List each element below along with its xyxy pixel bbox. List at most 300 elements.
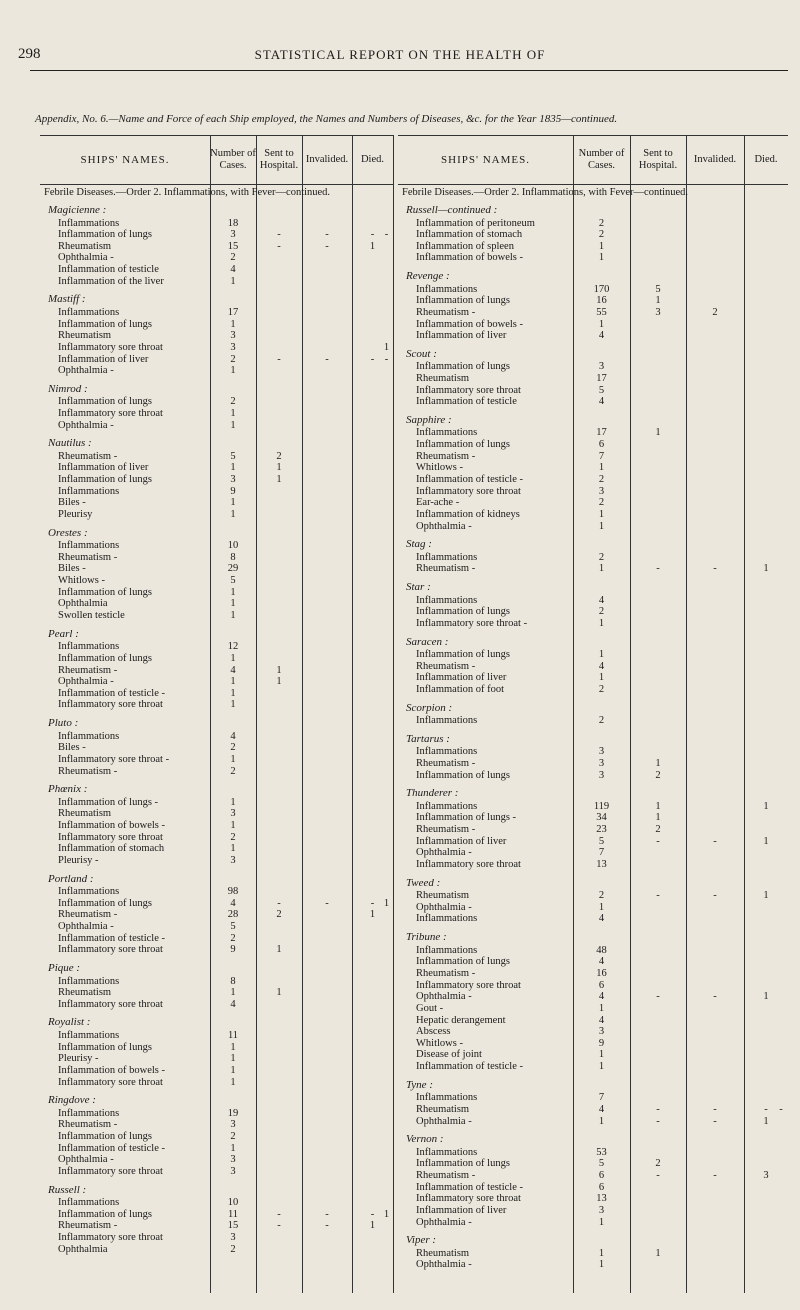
cases-value: 11 [227, 1208, 239, 1220]
table-row [398, 396, 788, 409]
disease-name: Inflammations [416, 283, 478, 295]
died-value: 1 [763, 800, 769, 812]
ship-name: Magicienne : [48, 204, 107, 216]
disease-name: Biles - [58, 563, 86, 575]
cases-value: 17 [227, 306, 239, 318]
cases-value: 3 [230, 1165, 236, 1177]
disease-name: Ear-ache - [416, 497, 460, 509]
died-value: 1 [369, 240, 376, 252]
invalided-value: 2 [712, 306, 718, 318]
disease-name: Inflammations [416, 746, 478, 758]
cases-value: 4 [598, 594, 605, 606]
cases-value: 2 [230, 353, 236, 365]
cases-value: 13 [596, 1193, 607, 1205]
sent-value: 1 [276, 676, 282, 688]
cases-value: 23 [596, 824, 607, 836]
ship-name: Pluto : [48, 717, 79, 730]
right-header [398, 135, 788, 185]
disease-name: Inflammations [58, 730, 120, 742]
disease-name: Inflammation of peritoneum [416, 217, 535, 229]
sent-value: 1 [276, 664, 282, 676]
disease-name: Rheumatism - [58, 551, 118, 563]
extra-value: 1 [383, 341, 390, 353]
sent-value: - [277, 1220, 281, 1232]
cases-value: 4 [230, 730, 236, 742]
disease-name: Inflammatory sore throat [58, 1232, 163, 1244]
cases-value: 3 [230, 1232, 236, 1244]
cases-value: 1 [598, 252, 605, 264]
disease-name: Ophthalmia - [58, 676, 114, 688]
cases-value: 1 [230, 699, 236, 711]
disease-name: Rheumatism [416, 373, 470, 384]
cases-value: 1 [598, 1259, 605, 1271]
header-died: Died. [754, 154, 778, 165]
sent-value: - [656, 563, 660, 575]
table-row [398, 330, 788, 343]
sent-value: - [277, 229, 281, 241]
cases-value: 4 [598, 991, 605, 1003]
cases-value: 1 [230, 820, 236, 831]
invalided-value: - [713, 563, 717, 575]
cases-value: 9 [230, 944, 236, 956]
table-row [398, 618, 788, 631]
invalided-value: - [713, 1103, 717, 1115]
cases-value: 8 [230, 975, 236, 987]
cases-value: 1 [230, 419, 236, 431]
disease-name: Pleurisy [58, 509, 93, 520]
disease-name: Rheumatism - [416, 967, 476, 979]
disease-name: Inflammation of lungs [416, 606, 510, 618]
disease-name: Inflammation of testicle - [416, 1061, 524, 1073]
table-row [40, 420, 393, 433]
cases-value: 1 [230, 586, 236, 598]
cases-value: 119 [593, 800, 610, 812]
disease-name: Ophthalmia - [58, 419, 114, 431]
disease-name: Inflammations [58, 485, 120, 497]
disease-name: Rheumatism - [416, 824, 476, 836]
table-row [40, 610, 393, 623]
left-header [40, 135, 393, 185]
disease-name: Inflammation of bowels - [416, 252, 524, 264]
cases-value: 1 [230, 1076, 236, 1088]
disease-name: Ophthalmia - [416, 991, 472, 1003]
ship-name: Vernon : [406, 1133, 444, 1146]
extra-value: 1 [383, 897, 390, 909]
extra-value: - [384, 229, 389, 241]
disease-name: Rheumatism - [416, 660, 476, 672]
disease-name: Inflammation of stomach [416, 229, 523, 241]
sent-value: 2 [655, 824, 661, 836]
cases-value: 4 [598, 956, 605, 968]
disease-name: Inflammation of lungs [58, 1041, 152, 1053]
sent-value: 2 [655, 769, 661, 781]
disease-name: Rheumatism [416, 1103, 470, 1115]
header-ships: SHIPS' NAMES. [441, 154, 530, 166]
cases-value: 2 [230, 765, 236, 777]
disease-name: Whitlows - [416, 1037, 463, 1049]
invalided-value: - [713, 991, 717, 1003]
sent-value: - [656, 1170, 660, 1181]
disease-name: Inflammation of lungs [416, 361, 510, 373]
cases-value: 1 [598, 649, 605, 661]
disease-name: Inflammations [58, 1197, 120, 1209]
disease-name: Inflammation of testicle - [58, 1142, 166, 1154]
table-row [398, 521, 788, 534]
cases-value: 5 [230, 450, 236, 462]
disease-name: Pleurisy - [58, 854, 99, 866]
extra-value: - [779, 1103, 783, 1115]
cases-value: 1 [598, 1247, 605, 1259]
ship-name: Scout : [406, 347, 437, 360]
sent-value: 1 [655, 812, 661, 824]
cases-value: 55 [596, 306, 607, 318]
cases-value: 1 [230, 1142, 236, 1154]
cases-value: 3 [598, 1026, 605, 1038]
disease-name: Inflammation of testicle - [58, 687, 166, 699]
disease-name: Ophthalmia - [58, 1154, 114, 1166]
disease-name: Ophthalmia - [416, 1216, 472, 1228]
cases-value: 3 [230, 330, 236, 342]
section-heading: Febrile Diseases.—Order 2. Inflammations, with Fever—continued. [402, 187, 689, 198]
table-row [398, 913, 788, 926]
ship-name: Royalist : [48, 1016, 91, 1029]
disease-name: Ophthalmia [58, 598, 108, 610]
cases-value: 1 [230, 753, 236, 765]
cases-value: 2 [230, 1243, 236, 1255]
table-row [40, 276, 393, 289]
disease-name: Inflammation of kidneys [416, 509, 520, 520]
sent-value: 5 [655, 283, 661, 295]
disease-name: Inflammation of testicle [58, 264, 159, 276]
cases-value: 7 [598, 1092, 605, 1104]
disease-name: Inflammation of liver [416, 672, 507, 684]
ship-name: Russell—continued : [406, 204, 498, 216]
cases-value: 3 [230, 229, 236, 241]
cases-value: 2 [598, 551, 605, 563]
cases-value: 1 [230, 462, 236, 474]
cases-value: 1 [230, 318, 236, 330]
disease-name: Hepatic derangement [416, 1014, 506, 1026]
disease-name: Inflammation of lungs [58, 229, 152, 241]
cases-value: 15 [227, 1220, 239, 1232]
disease-name: Inflammations [416, 944, 478, 956]
header-sent: Sent to Hospital. [259, 148, 299, 171]
cases-value: 2 [230, 932, 236, 944]
table-row [398, 1259, 788, 1272]
disease-name: Inflammation of liver [416, 1204, 507, 1216]
table-row [398, 252, 788, 265]
ship-name: Tweed : [406, 876, 441, 889]
cases-value: 5 [598, 1158, 605, 1170]
table-row [40, 1166, 393, 1179]
sent-value: 2 [276, 450, 282, 462]
cases-value: 1 [230, 1064, 236, 1076]
cases-value: 6 [598, 1170, 605, 1181]
disease-name: Rheumatism - [416, 1170, 476, 1181]
table-row [40, 509, 393, 522]
cases-value: 1 [598, 1115, 605, 1127]
cases-value: 7 [598, 847, 605, 859]
cases-value: 19 [227, 1107, 239, 1119]
ship-name: Orestes : [48, 526, 88, 539]
died-value: 1 [763, 991, 769, 1003]
cases-value: 1 [230, 509, 236, 520]
disease-name: Inflammation of bowels - [58, 1064, 166, 1076]
table-row [398, 1061, 788, 1074]
disease-name: Inflammation of bowels - [58, 820, 166, 831]
cases-value: 1 [230, 365, 236, 377]
died-value: - [764, 1103, 768, 1115]
cases-value: 2 [598, 890, 605, 902]
cases-value: 2 [598, 715, 605, 727]
disease-name: Rheumatism [58, 987, 112, 999]
disease-name: Biles - [58, 742, 86, 754]
invalided-value: - [325, 240, 329, 252]
died-value: - [370, 897, 375, 909]
cases-value: 4 [230, 264, 236, 276]
disease-name: Rheumatism - [58, 664, 118, 676]
page-number: 298 [18, 46, 41, 62]
disease-name: Rheumatism [58, 240, 112, 252]
cases-value: 3 [230, 1154, 236, 1166]
disease-name: Inflammatory sore throat [416, 979, 521, 991]
disease-name: Ophthalmia [58, 1243, 108, 1255]
disease-name: Abscess [416, 1026, 451, 1038]
disease-name: Ophthalmia - [416, 1115, 472, 1127]
cases-value: 10 [227, 540, 239, 552]
cases-value: 1 [598, 901, 605, 913]
table-row [40, 766, 393, 779]
table-row [40, 1077, 393, 1090]
disease-name: Inflammations [58, 886, 120, 898]
disease-name: Inflammations [416, 913, 478, 925]
disease-name: Ophthalmia - [58, 365, 114, 377]
disease-name: Inflammations [416, 427, 478, 439]
disease-name: Inflammations [416, 715, 478, 727]
died-value: 1 [369, 909, 376, 921]
cases-value: 6 [598, 979, 605, 991]
header-died: Died. [360, 154, 385, 165]
cases-value: 5 [230, 921, 236, 933]
disease-name: Inflammatory sore throat [58, 699, 163, 711]
cases-value: 1 [230, 987, 236, 999]
cases-value: 34 [596, 812, 607, 824]
disease-name: Swollen testicle [58, 610, 125, 622]
cases-value: 1 [230, 1041, 236, 1053]
died-value: - [370, 229, 375, 241]
cases-value: 4 [598, 330, 605, 342]
disease-name: Inflammation of lungs [416, 439, 510, 451]
header-invalided: Invalided. [305, 154, 349, 165]
disease-name: Inflammation of lungs [58, 474, 152, 486]
cases-value: 4 [598, 660, 605, 672]
cases-value: 1 [598, 563, 605, 575]
sent-value: - [656, 890, 660, 902]
sent-value: - [656, 835, 660, 847]
disease-name: Inflammation of lungs - [58, 796, 159, 808]
cases-value: 2 [230, 1131, 236, 1142]
cases-value: 1 [230, 843, 236, 855]
cases-value: 4 [598, 913, 605, 925]
disease-name: Ophthalmia - [58, 921, 114, 933]
cases-value: 4 [598, 396, 605, 408]
cases-value: 13 [596, 859, 607, 870]
cases-value: 9 [598, 1037, 605, 1049]
cases-value: 1 [598, 1049, 605, 1061]
header-rule [30, 70, 788, 71]
invalided-value: - [713, 1115, 717, 1127]
ship-name: Portland : [48, 872, 94, 885]
cases-value: 9 [230, 485, 236, 497]
cases-value: 1 [230, 652, 236, 664]
header-sent: Sent to Hospital. [638, 148, 678, 171]
disease-name: Inflammation of lungs [58, 586, 152, 598]
disease-name: Inflammation of lungs [58, 652, 152, 664]
sent-value: 1 [655, 295, 661, 307]
disease-name: Whitlows - [416, 462, 463, 474]
cases-value: 1 [230, 275, 236, 287]
ship-name: Revenge : [406, 270, 450, 283]
table-row [398, 1217, 788, 1230]
table-row [398, 859, 788, 872]
disease-name: Inflammations [58, 1107, 120, 1119]
cases-value: 1 [598, 240, 605, 252]
ship-name: Saracen : [406, 635, 449, 648]
cases-value: 3 [230, 808, 236, 820]
disease-name: Inflammation of liver [58, 462, 149, 474]
cases-value: 2 [230, 396, 236, 408]
sent-value: 1 [276, 987, 282, 999]
disease-name: Inflammations [416, 1092, 478, 1104]
table-row [398, 563, 788, 576]
disease-name: Inflammation of testicle - [416, 474, 524, 486]
disease-name: Rheumatism - [416, 563, 476, 575]
ship-name: Scorpion : [406, 701, 453, 714]
cases-value: 1 [230, 407, 236, 419]
ship-name: Mastiff : [48, 293, 86, 306]
table-row [40, 855, 393, 868]
cases-value: 10 [227, 1197, 239, 1209]
disease-name: Ophthalmia - [58, 252, 114, 264]
died-value: - [370, 353, 375, 365]
disease-name: Inflammation of stomach [58, 843, 165, 855]
disease-name: Inflammations [58, 217, 120, 229]
ship-name: Viper : [406, 1234, 437, 1247]
disease-name: Inflammation of testicle - [58, 932, 166, 944]
sent-value: - [277, 240, 281, 252]
died-value: 1 [763, 835, 769, 847]
sent-value: 1 [276, 944, 282, 956]
cases-value: 170 [593, 283, 610, 295]
cases-value: 2 [230, 252, 236, 264]
cases-value: 3 [598, 485, 605, 497]
sent-value: - [277, 1208, 281, 1220]
disease-name: Ophthalmia - [416, 520, 472, 532]
ship-name: Star : [406, 581, 431, 594]
cases-value: 1 [598, 1002, 605, 1014]
cases-value: 1 [230, 610, 236, 622]
invalided-value: - [325, 1220, 329, 1232]
ship-name: Tribune : [406, 931, 447, 944]
disease-name: Rheumatism - [58, 909, 118, 921]
ship-name: Nimrod : [48, 382, 88, 395]
disease-name: Inflammation of lungs [58, 318, 152, 330]
cases-value: 1 [598, 617, 605, 629]
cases-value: 1 [598, 509, 605, 520]
sent-value: - [277, 353, 281, 365]
disease-name: Inflammation of lungs [416, 295, 510, 307]
cases-value: 2 [598, 684, 605, 695]
disease-name: Pleurisy - [58, 1053, 99, 1065]
cases-value: 6 [598, 1181, 605, 1193]
disease-name: Rheumatism - [58, 1220, 118, 1232]
disease-name: Rheumatism [416, 890, 470, 902]
ship-name: Nautilus : [48, 437, 92, 450]
table-row [40, 699, 393, 712]
disease-name: Inflammatory sore throat [58, 341, 163, 353]
invalided-value: - [325, 1208, 329, 1220]
disease-name: Inflammation of lungs [416, 1158, 510, 1170]
ship-name: Tartarus : [406, 732, 450, 745]
sent-value: 1 [276, 474, 282, 486]
table-row [40, 944, 393, 957]
disease-name: Rheumatism - [416, 306, 476, 318]
cases-value: 2 [598, 606, 605, 618]
died-value: 1 [763, 1115, 769, 1127]
cases-value: 4 [230, 998, 236, 1010]
table-row [398, 1116, 788, 1129]
sent-value: 1 [655, 427, 661, 439]
invalided-value: - [325, 353, 329, 365]
disease-name: Inflammatory sore throat [58, 944, 163, 956]
disease-name: Inflammation of spleen [416, 240, 514, 252]
center-divider [393, 135, 394, 1293]
cases-value: 3 [230, 1119, 236, 1131]
cases-value: 2 [598, 474, 605, 486]
header-ships: SHIPS' NAMES. [80, 154, 170, 166]
invalided-value: - [325, 229, 329, 241]
disease-name: Inflammatory sore throat [416, 1193, 521, 1205]
disease-name: Inflammatory sore throat [58, 1165, 163, 1177]
cases-value: 5 [598, 384, 605, 396]
disease-name: Inflammations [416, 551, 478, 563]
disease-name: Inflammations [416, 1146, 478, 1158]
sent-value: 1 [655, 1247, 661, 1259]
cases-value: 29 [227, 563, 239, 575]
disease-name: Rheumatism - [58, 765, 118, 777]
extra-value: 1 [383, 1208, 390, 1220]
cases-value: 48 [596, 944, 607, 956]
disease-name: Inflammation of liver [416, 330, 507, 342]
cases-value: 4 [230, 664, 236, 676]
cases-value: 3 [598, 361, 605, 373]
sent-value: - [656, 1103, 660, 1115]
cases-value: 3 [230, 341, 236, 353]
disease-name: Ophthalmia - [416, 901, 472, 913]
disease-name: Inflammatory sore throat [416, 485, 521, 497]
header-number: Number of Cases. [210, 148, 256, 171]
ship-name: Ringdove : [48, 1094, 96, 1107]
disease-name: Rheumatism - [58, 1119, 118, 1131]
table-row [40, 999, 393, 1012]
cases-value: 1 [230, 676, 236, 688]
header-number: Number of Cases. [578, 148, 625, 171]
cases-value: 5 [230, 575, 236, 587]
cases-value: 2 [230, 831, 236, 843]
cases-value: 5 [598, 835, 605, 847]
table-row [398, 715, 788, 728]
disease-name: Inflammation of lungs [58, 396, 152, 408]
